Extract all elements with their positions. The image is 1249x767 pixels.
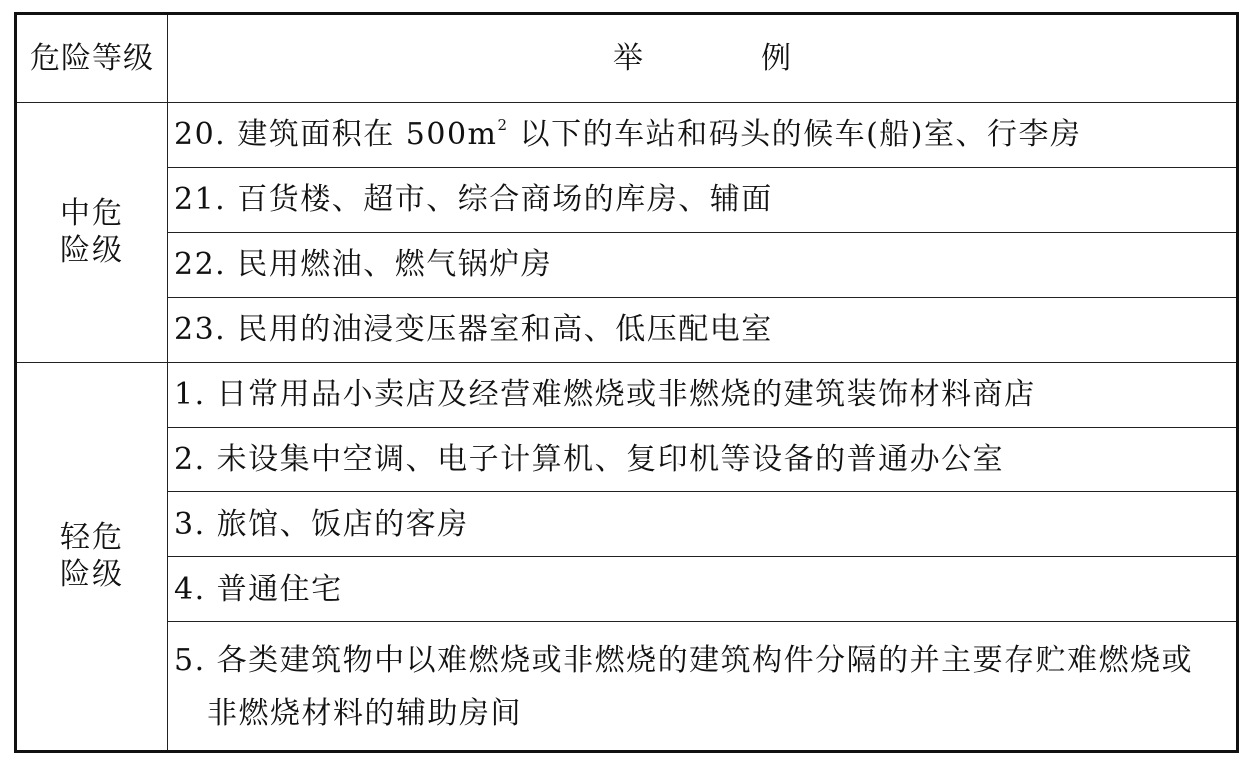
table-row: [16, 362, 1238, 427]
example-cell-20: [168, 103, 1238, 168]
header-examples-char-1: 举: [613, 40, 643, 76]
header-examples: [168, 14, 1238, 103]
table-row: [16, 232, 1238, 297]
level-light-line2: 险级: [60, 557, 124, 593]
example-cell-23: 23. 民用的油浸变压器室和高、低压配电室: [168, 297, 1238, 362]
table-row: [16, 622, 1238, 752]
level-cell-medium: [16, 103, 168, 363]
table-row: [16, 557, 1238, 622]
example-20-pre: 20. 建筑面积在 500m: [174, 117, 498, 153]
hazard-classification-table-container: [14, 12, 1236, 753]
level-cell-light: [16, 362, 168, 751]
table-row: [16, 168, 1238, 233]
header-examples-char-2: 例: [761, 40, 791, 76]
table-row: [16, 297, 1238, 362]
example-cell-3: 3. 旅馆、饭店的客房: [168, 492, 1238, 557]
header-row: [16, 14, 1238, 103]
example-cell-22: 22. 民用燃油、燃气锅炉房: [168, 232, 1238, 297]
table-row: [16, 427, 1238, 492]
example-20-post: 以下的车站和码头的候车(船)室、行李房: [508, 117, 1082, 153]
table-row: [16, 492, 1238, 557]
example-cell-4: 4. 普通住宅: [168, 557, 1238, 622]
header-hazard-level: 危险等级: [16, 14, 168, 103]
table-row: [16, 103, 1238, 168]
level-medium-line2: 险级: [60, 233, 124, 269]
example-cell-1: 1. 日常用品小卖店及经营难燃烧或非燃烧的建筑装饰材料商店: [168, 362, 1238, 427]
level-medium-line1: 中危: [60, 195, 124, 231]
example-20-sup: 2: [497, 116, 509, 135]
example-cell-21: 21. 百货楼、超市、综合商场的库房、辅面: [168, 168, 1238, 233]
example-cell-5: [168, 622, 1238, 752]
example-cell-2: 2. 未设集中空调、电子计算机、复印机等设备的普通办公室: [168, 427, 1238, 492]
level-light-line1: 轻危: [60, 519, 124, 555]
hazard-classification-table: [14, 12, 1239, 753]
example-5-line1: 5. 各类建筑物中以难燃烧或非燃烧的建筑构件分隔的并主要存贮难燃烧或: [174, 642, 1194, 678]
example-5-line2: 非燃烧材料的辅助房间: [207, 696, 522, 732]
